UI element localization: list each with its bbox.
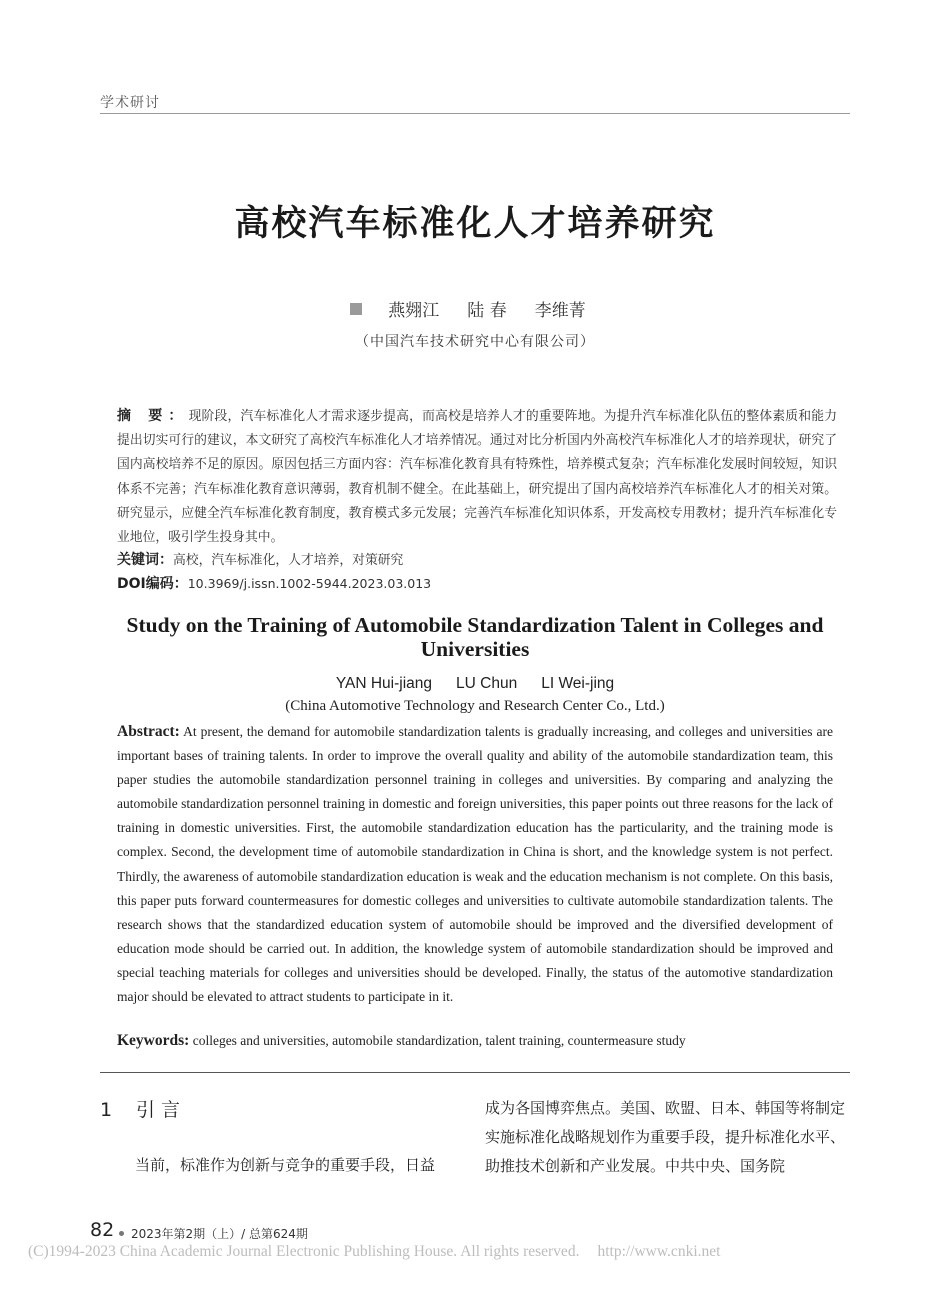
copyright-watermark xyxy=(28,1243,928,1261)
title-chinese: 高校汽车标准化人才培养研究 xyxy=(234,203,716,244)
cnki-url[interactable]: http://www.cnki.net xyxy=(597,1243,721,1260)
abstract-en-label: Abstract: xyxy=(117,723,180,740)
top-divider xyxy=(100,113,850,114)
title-english: Study on the Training of Automobile Standardization Talent in Colleges and Universities xyxy=(126,613,824,661)
abstract-chinese xyxy=(117,404,837,550)
keywords-cn-text: 高校，汽车标准化，人才培养，对策研究 xyxy=(173,553,404,568)
body-text-left-column: 当前，标准作为创新与竞争的重要手段，日益 xyxy=(135,1156,436,1174)
section-number: 1 xyxy=(100,1099,113,1121)
affiliation-english: (China Automotive Technology and Research Center Co., Ltd.) xyxy=(285,698,665,714)
author-cn-3: 李维菁 xyxy=(534,301,586,321)
abstract-en-text: At present, the demand for automobile standardization talents is gradually increasing, and colleges and universities are important bases of training talents. In order to improve the overall quality and ability of the automobile standardization team, this paper studies the automobile standardization personnel training in colleges and universities. By comparing and analyzing the automobile standardization personnel training in domestic and foreign universities, this paper points out three reasons for the lack of training in domestic universities. First, the automobile standardization education has the particularity, and the training mode is complex. Second, the development time of automobile standardization in China is short, and the knowledge system is not perfect. Thirdly, the awareness of automobile standardization education is weak and the education mechanism is not complete. On this basis, this paper puts forward countermeasures for domestic colleges and universities to cultivate automobile standardization talents. The research shows that the standardized education system of automobile should be improved and the diversified development of education mode should be carried out. In addition, the knowledge system of automobile standardization should be improved and special teaching materials for colleges and universities should be developed. Finally, the status of the automotive standardization major should be elevated to attract students to participate in it. xyxy=(117,724,833,1005)
author-en-1: YAN Hui-jiang xyxy=(335,675,433,692)
bullet-dot-icon xyxy=(119,1231,124,1236)
doi-line xyxy=(117,573,431,593)
section-tag: 学术研讨 xyxy=(100,95,160,111)
section-heading xyxy=(100,1095,186,1122)
affiliation-chinese: （中国汽车技术研究中心有限公司） xyxy=(355,334,595,350)
square-bullet-icon xyxy=(350,303,362,315)
body-text-right-column: 成为各国博弈焦点。美国、欧盟、日本、韩国等将制定实施标准化战略规划作为重要手段，提升标准化水平、助推技术创新和产业发展。中共中央、国务院 xyxy=(485,1099,846,1175)
copyright-text: (C)1994-2023 China Academic Journal Electronic Publishing House. All rights reserved. xyxy=(28,1243,580,1260)
author-en-3: LI Wei-jing xyxy=(541,675,615,692)
author-en-2: LU Chun xyxy=(456,675,518,692)
abstract-cn-label: 摘 要： xyxy=(117,408,189,424)
issue-info xyxy=(119,1225,308,1242)
issue-text: 2023年第2期（上）/ 总第624期 xyxy=(131,1227,308,1241)
section-title: 引言 xyxy=(136,1099,187,1121)
doi-label: DOI编码： xyxy=(117,576,188,592)
authors-english xyxy=(0,675,950,693)
page-number: 82 xyxy=(90,1219,115,1241)
body-divider xyxy=(100,1072,850,1073)
abstract-english xyxy=(117,720,833,1009)
authors-chinese xyxy=(0,296,950,321)
doi-value: 10.3969/j.issn.1002-5944.2023.03.013 xyxy=(187,576,432,591)
keywords-english xyxy=(117,1032,686,1050)
author-cn-1: 燕翙江 xyxy=(388,301,440,321)
keywords-cn-label: 关键词： xyxy=(117,552,173,568)
keywords-en-label: Keywords: xyxy=(117,1032,190,1049)
keywords-en-text: colleges and universities, automobile standardization, talent training, countermeasure study xyxy=(192,1033,686,1048)
author-cn-2: 陆 春 xyxy=(467,301,507,321)
abstract-cn-text: 现阶段，汽车标准化人才需求逐步提高，而高校是培养人才的重要阵地。为提升汽车标准化队伍的整体素质和能力提出切实可行的建议，本文研究了高校汽车标准化人才培养情况。通过对比分析国内外高校汽车标准化人才的培养现状，研究了国内高校培养不足的原因。原因包括三方面内容：汽车标准化教育具有特殊性，培养模式复杂；汽车标准化发展时间较短，知识体系不完善；汽车标准化教育意识薄弱，教育机制不健全。在此基础上，研究提出了国内高校培养汽车标准化人才的相关对策。研究显示，应健全汽车标准化教育制度，教育模式多元发展；完善汽车标准化知识体系，开发高校专用教材；提升汽车标准化专业地位，吸引学生投身其中。 xyxy=(117,409,838,546)
keywords-chinese xyxy=(117,549,403,569)
